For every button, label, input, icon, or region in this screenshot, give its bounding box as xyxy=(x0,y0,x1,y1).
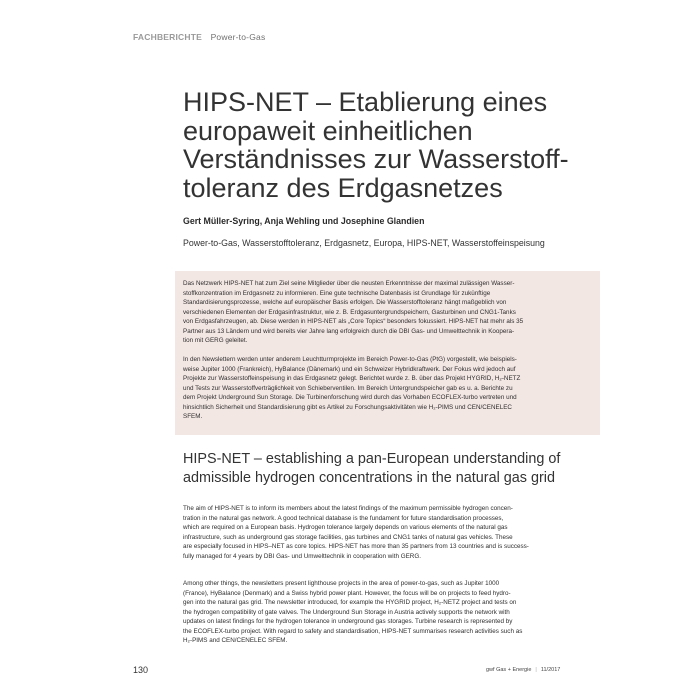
abstract-en-paragraph-1 xyxy=(183,504,593,561)
text-line: Among other things, the newsletters present lighthouse projects in the area of power-to-gas, such as Jupiter 1000 xyxy=(183,580,500,587)
page-number: 130 xyxy=(133,665,149,675)
text-line: Das Netzwerk HIPS-NET hat zum Ziel seine Mitglieder über die neusten Erkenntnisse der maximal zulässigen Wasser- xyxy=(183,280,515,287)
text-line: Projekte zur Wasserstoffeinspeisung in das Erdgasnetz gelegt. Berichtet wurde z. B. über das Projekt HYGRID, H₂-NETZ xyxy=(183,375,521,382)
text-line: (France), HyBalance (Denmark) and a Swiss hybrid power plant. However, the focus will be on projects to feed hydro- xyxy=(183,589,511,597)
text-line: SFEM. xyxy=(183,413,203,420)
article-title-line: europaweit einheitlichen xyxy=(183,115,473,146)
section-label: FACHBERICHTE xyxy=(133,32,202,42)
english-title-line: HIPS-NET – establishing a pan-European understanding of xyxy=(183,451,561,467)
text-line: In den Newslettern werden unter anderem Leuchtturmprojekte im Bereich Power-to-Gas (PtG) vorgestellt, wie beispiels- xyxy=(183,356,517,363)
keywords: Power-to-Gas, Wasserstofftoleranz, Erdgasnetz, Europa, HIPS-NET, Wasserstoffeinspeisung xyxy=(183,238,545,248)
text-line: von Erdgasfahrzeugen, ab. Diese werden in HIPS-NET als „Core Topics“ besonders fokussiert. HIPS-NET hat mehr als 35 xyxy=(183,318,524,325)
journal-footer xyxy=(486,667,560,673)
journal-name: gwf Gas + Energie xyxy=(486,667,532,673)
abstract-de-paragraph-2 xyxy=(183,355,593,422)
text-line: fully managed for 4 years by DBI Gas- und Umwelttechnik in cooperation with GERG. xyxy=(183,552,421,560)
abstract-de-paragraph-1 xyxy=(183,279,593,346)
journal-issue: 11/2017 xyxy=(540,667,561,673)
authors: Gert Müller-Syring, Anja Wehling und Josephine Glandien xyxy=(183,216,425,226)
text-line: which are required on a European basis. Hydrogen tolerance largely depends on various elements of the natural gas xyxy=(183,524,508,531)
text-line: und Tests zur Wasserstoffverträglichkeit von Schieberventilen. Im Bereich Untergrundspeicher gab es u. a. Berichte zu xyxy=(183,384,513,392)
footer-separator: | xyxy=(535,667,537,673)
article-title-line: Verständnisses zur Wasserstoff- xyxy=(183,144,569,174)
text-line: dem Projekt Underground Sun Storage. Die Turbinenforschung wird durch das Vorhaben ECOFLEX-turbo vertreten und xyxy=(183,394,517,401)
text-line: verschiedenen Elementen der Erdgasinfrastruktur, wie z. B. Erdgasuntergrundspeichern, Gasturbinen und CNG1-Tanks xyxy=(183,308,516,316)
article-title-line: toleranz des Erdgasnetzes xyxy=(183,172,503,203)
text-line: updates on latest findings for the hydrogen tolerance in underground gas storages. Turbine research is represented by xyxy=(183,618,513,625)
text-line: gen into the natural gas grid. The newsletter introduced, for example the HYGRID project, H₂-NETZ project and tests on xyxy=(183,599,517,606)
text-line: tion mit GERG geleitet. xyxy=(183,337,248,344)
text-line: The aim of HIPS-NET is to inform its members about the latest findings of the maximum permissible hydrogen concen- xyxy=(183,505,513,512)
article-title xyxy=(183,88,583,202)
text-line: the hydrogen compatibility of gate valves. The Underground Sun Storage in Austria actively supports the network with xyxy=(183,608,510,616)
text-line: tration in the natural gas network. A good technical database is the fundament for future standardisation processes, xyxy=(183,514,504,522)
text-line: infrastructure, such as underground gas storage facilities, gas turbines and CNG1 tanks of natural gas vehicles. These xyxy=(183,533,513,541)
english-title xyxy=(183,450,593,488)
abstract-en-paragraph-2 xyxy=(183,579,593,646)
text-line: Standardisierungsprozesse, welche auf europäischer Basis erfolgen. Die Wasserstofftoleranz hängt maßgeblich von xyxy=(183,299,507,306)
text-line: weise Jupiter 1000 (Frankreich), HyBalance (Dänemark) und ein Schweizer Hybridkraftwerk. Der Fokus wird jedoch auf xyxy=(183,365,516,373)
text-line: the ECOFLEX-turbo project. With regard to safety and standardisation, HIPS-NET summarises research activities such as xyxy=(183,627,523,635)
running-header xyxy=(133,32,265,42)
text-line: hinsichtlich Sicherheit und Standardisierung gibt es Artikel zu Forschungsaktivitäten wie H₂-PIMS und CEN/CENELEC xyxy=(183,403,512,411)
article-title-line: HIPS-NET – Etablierung eines xyxy=(183,87,548,117)
text-line: stoffkonzentration im Erdgasnetz zu informieren. Eine gute technische Datenbasis ist Grundlage für zukünftige xyxy=(183,289,491,297)
text-line: are especially focused in HIPS–NET as core topics. HIPS-NET has more than 35 partners from 13 countries and is success- xyxy=(183,543,529,550)
topic-label: Power-to-Gas xyxy=(210,32,266,42)
text-line: Partner aus 13 Ländern und wird bereits vier Jahre lang erfolgreich durch die DBI Gas- und Umwelttechnik in Koopera- xyxy=(183,327,515,335)
text-line: H₂-PIMS and CEN/CENELEC SFEM. xyxy=(183,637,288,644)
english-title-line: admissible hydrogen concentrations in the natural gas grid xyxy=(183,470,555,486)
